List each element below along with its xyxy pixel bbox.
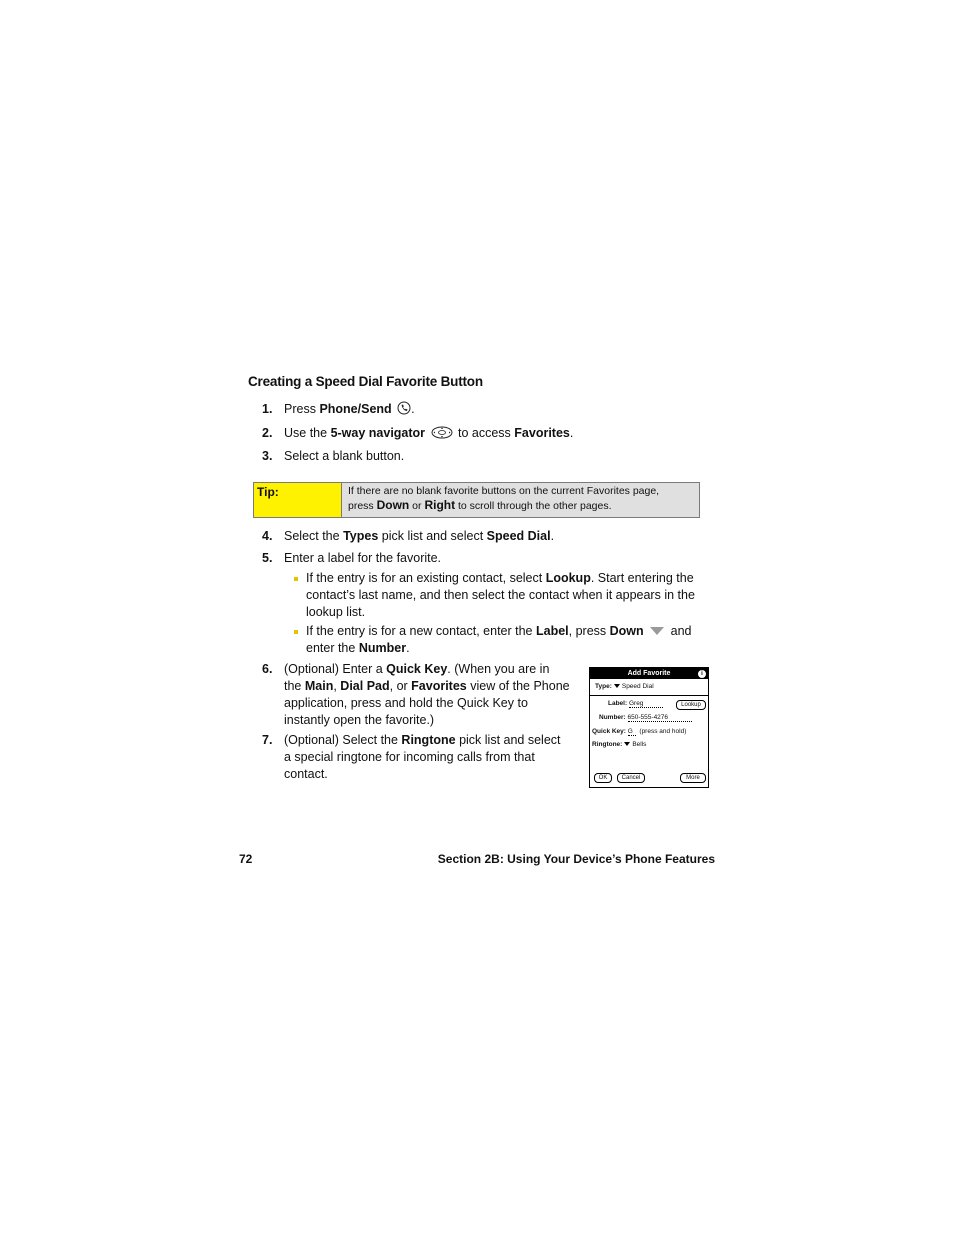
step-text: Use the 5-way navigator to access Favorites. bbox=[284, 426, 574, 440]
section-footer: Section 2B: Using Your Device’s Phone Features bbox=[437, 852, 715, 866]
step-3 bbox=[0, 448, 954, 465]
down-arrow-icon bbox=[649, 626, 665, 636]
type-row[interactable]: Type: Speed Dial bbox=[595, 683, 654, 690]
step-number: 7. bbox=[262, 733, 273, 747]
add-favorite-screen bbox=[589, 667, 709, 788]
step-text: Select the Types pick list and select Speed Dial. bbox=[284, 529, 555, 543]
more-button[interactable]: More bbox=[680, 773, 706, 783]
dropdown-arrow-icon bbox=[614, 684, 620, 688]
step-5 bbox=[0, 550, 954, 567]
ok-button[interactable]: OK bbox=[594, 773, 612, 783]
step-number: 6. bbox=[262, 662, 273, 676]
number-row[interactable]: Number: 650-555-4276 bbox=[599, 714, 692, 722]
lookup-button[interactable]: Lookup bbox=[676, 700, 706, 710]
tip-line-1: If there are no blank favorite buttons on the current Favorites page, bbox=[348, 485, 660, 497]
bullet-line: contact’s last name, and then select the contact when it appears in the bbox=[306, 588, 695, 602]
phone-send-icon bbox=[397, 401, 411, 415]
step-text: Enter a label for the favorite. bbox=[284, 551, 442, 565]
label-row[interactable]: Label: Greg bbox=[608, 700, 663, 708]
step-number: 5. bbox=[262, 551, 273, 565]
ringtone-row[interactable]: Ringtone: Bells bbox=[592, 741, 647, 748]
step-text: Press Phone/Send . bbox=[284, 402, 415, 416]
bullet-item-1 bbox=[0, 570, 954, 622]
step-7 bbox=[0, 732, 580, 784]
step-4 bbox=[0, 528, 954, 545]
step-text: (Optional) Enter a Quick Key. (When you are in the Main, Dial Pad, or Favorites view of the Phone application, press and hold the Quick Key to instantly open the favorite.) bbox=[284, 662, 570, 727]
step-number: 3. bbox=[262, 449, 273, 463]
bullet-marker bbox=[294, 577, 298, 581]
divider bbox=[590, 695, 708, 696]
step-number: 4. bbox=[262, 529, 273, 543]
step-text: (Optional) Select the Ringtone pick list and select a special ringtone for incoming calls from that contact. bbox=[284, 733, 561, 781]
step-text: Select a blank button. bbox=[284, 449, 405, 463]
bullet-line: If the entry is for a new contact, enter the Label, press Down and bbox=[306, 624, 692, 638]
bullet-line: lookup list. bbox=[306, 605, 366, 619]
tip-body bbox=[342, 483, 699, 517]
section-heading: Creating a Speed Dial Favorite Button bbox=[248, 374, 483, 389]
bullet-marker bbox=[294, 630, 298, 634]
info-icon[interactable]: i bbox=[698, 670, 706, 678]
bullet-line: If the entry is for an existing contact, select Lookup. Start entering the bbox=[306, 571, 694, 585]
bullet-line: enter the Number. bbox=[306, 641, 410, 655]
step-number: 1. bbox=[262, 402, 273, 416]
step-2 bbox=[0, 425, 954, 442]
tip-label: Tip: bbox=[254, 483, 342, 517]
step-1 bbox=[0, 401, 954, 418]
quick-key-row[interactable]: Quick Key: G (press and hold) bbox=[592, 728, 687, 735]
page-number: 72 bbox=[239, 852, 253, 866]
five-way-navigator-icon bbox=[431, 426, 453, 439]
bullet-item-2 bbox=[0, 623, 954, 658]
cancel-button[interactable]: Cancel bbox=[617, 773, 645, 783]
tip-box bbox=[253, 482, 700, 518]
tip-line-2: press Down or Right to scroll through the other pages. bbox=[348, 498, 612, 512]
step-6 bbox=[0, 661, 580, 731]
dropdown-arrow-icon bbox=[624, 742, 630, 746]
screen-title: Add Favorite i bbox=[590, 668, 708, 679]
step-number: 2. bbox=[262, 426, 273, 440]
